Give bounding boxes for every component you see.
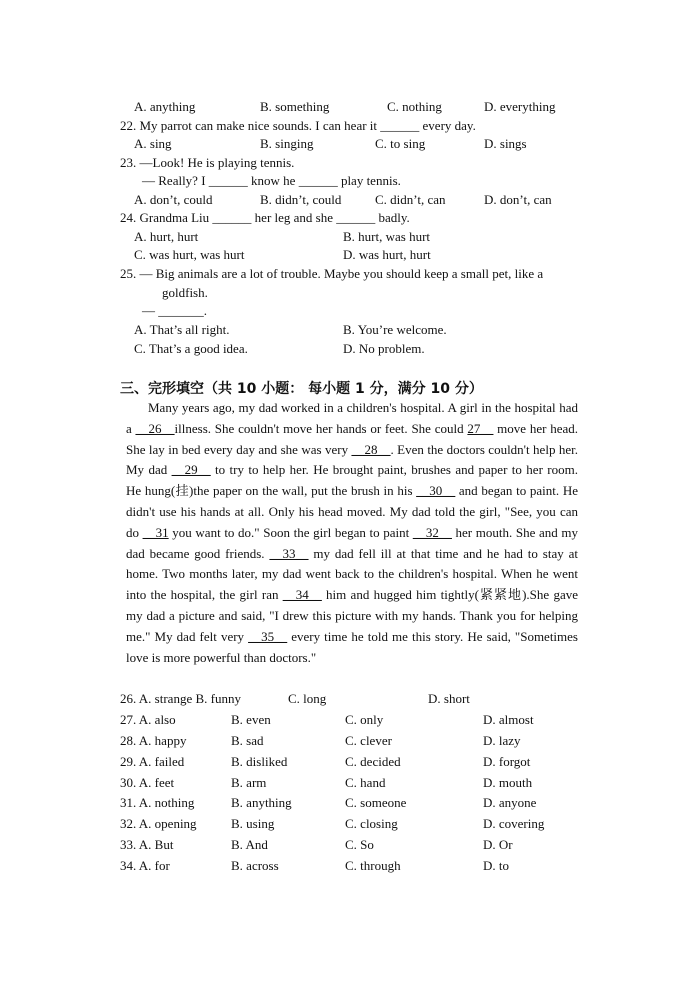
q25-option-c: C. That’s a good idea. [134,341,248,356]
q27-option-c: C. only [345,712,384,727]
q33-option-d: D. Or [483,837,513,852]
question-23-line2: — Really? I ______ know he ______ play tennis. [142,173,401,188]
passage-text: him and hugged him tightly(紧紧地).She gave my dad a picture and said, "I drew this picture with my hands. Thank you for helping me." My dad felt very [126,587,578,644]
q23-option-c: C. didn’t, can [375,192,446,207]
q33-option-c: C. So [345,837,374,852]
passage-text: and began to paint. He didn't use his hands at all. Only his head moved. My dad told the girl, "See, you can do [126,483,578,540]
q31-option-d: D. anyone [483,795,537,810]
q31-option-a: 31. A. nothing [120,795,195,810]
q32-option-d: D. covering [483,816,545,831]
q23-option-b: B. didn’t, could [260,192,342,207]
q28-option-c: C. clever [345,733,392,748]
q23-option-a: A. don’t, could [134,192,213,207]
q30-option-a: 30. A. feet [120,775,175,790]
passage-text: her mouth. She and my dad became good friends. [126,524,579,561]
blank-31: __31 [142,524,169,540]
question-24-stem: 24. Grandma Liu ______ her leg and she ______ badly. [120,210,410,225]
option-d: D. everything [484,99,556,114]
blank-33: __33__ [269,545,309,561]
q25-option-a: A. That’s all right. [134,322,230,337]
q27-option-d: D. almost [483,712,534,727]
q32-option-c: C. closing [345,816,398,831]
q30-option-c: C. hand [345,775,386,790]
q24-option-d: D. was hurt, hurt [343,247,431,262]
q29-option-a: 29. A. failed [120,754,185,769]
q22-option-d: D. sings [484,136,527,151]
cloze-passage [126,398,578,668]
passage-text: you want to do." Soon the girl began to paint [168,524,413,540]
q29-option-c: C. decided [345,754,401,769]
blank-35: __35__ [248,628,288,644]
q28-option-b: B. sad [231,733,264,748]
q24-option-c: C. was hurt, was hurt [134,247,245,262]
q34-option-a: 34. A. for [120,858,170,873]
blank-29: __29__ [171,462,211,478]
question-25-line3: — _______. [142,303,207,318]
q28-option-a: 28. A. happy [120,733,187,748]
q22-option-b: B. singing [260,136,314,151]
q30-option-d: D. mouth [483,775,533,790]
question-22-stem: 22. My parrot can make nice sounds. I can hear it ______ every day. [120,118,476,133]
blank-30: __30__ [416,483,456,499]
q26-option-c: C. long [288,691,327,706]
q25-option-d: D. No problem. [343,341,425,356]
blank-34: __34__ [282,587,322,603]
q34-option-d: D. to [483,858,509,873]
q29-option-b: B. disliked [231,754,288,769]
blank-27: 27__ [467,420,494,436]
passage-text: my dad fell ill at that time and he had to stay at home. Two months later, my dad went back to the children's hospital. When he went into the hospital, the girl ran [126,545,579,603]
q27-option-b: B. even [231,712,271,727]
q24-option-a: A. hurt, hurt [134,229,199,244]
passage-text: to try to help her. He brought paint, brushes and paper to her room. He hung(挂)the paper on the wall, put the brush in his [126,462,578,499]
q32-option-b: B. using [231,816,275,831]
q34-option-c: C. through [345,858,401,873]
passage-text: . Even the doctors couldn't help her. My dad [126,441,578,478]
q31-option-c: C. someone [345,795,407,810]
q22-option-a: A. sing [134,136,172,151]
option-a: A. anything [134,99,196,114]
passage-text: every time he told me this story. He said, "Sometimes love is more powerful than doctors." [126,628,578,665]
q32-option-a: 32. A. opening [120,816,197,831]
blank-32: __32__ [412,524,452,540]
passage-text: move her head. She lay in bed every day and she was very [126,420,578,457]
q33-option-b: B. And [231,837,268,852]
blank-26: __26__ [135,420,175,436]
q26-option-d: D. short [428,691,470,706]
q30-option-b: B. arm [231,775,267,790]
passage-text: Many years ago, my dad worked in a children's hospital. A girl in the hospital had a [126,400,578,436]
q31-option-b: B. anything [231,795,292,810]
q26-option-ab: 26. A. strange B. funny [120,691,241,706]
question-23-line1: 23. —Look! He is playing tennis. [120,155,295,170]
q28-option-d: D. lazy [483,733,521,748]
q33-option-a: 33. A. But [120,837,174,852]
q23-option-d: D. don’t, can [484,192,552,207]
blank-28: __28__ [351,441,391,457]
option-b: B. something [260,99,330,114]
q24-option-b: B. hurt, was hurt [343,229,431,244]
question-25-line1: 25. — Big animals are a lot of trouble. Maybe you should keep a small pet, like a [120,266,544,281]
question-25-line2: goldfish. [162,285,208,300]
q34-option-b: B. across [231,858,279,873]
q29-option-d: D. forgot [483,754,531,769]
q25-option-b: B. You’re welcome. [343,322,447,337]
q27-option-a: 27. A. also [120,712,176,727]
option-c: C. nothing [387,99,442,114]
q22-option-c: C. to sing [375,136,426,151]
passage-text: illness. She couldn't move her hands or feet. She could [174,420,468,436]
section-heading: 三、完形填空（共 10 小题： 每小题 1 分，满分 10 分） [120,381,483,397]
